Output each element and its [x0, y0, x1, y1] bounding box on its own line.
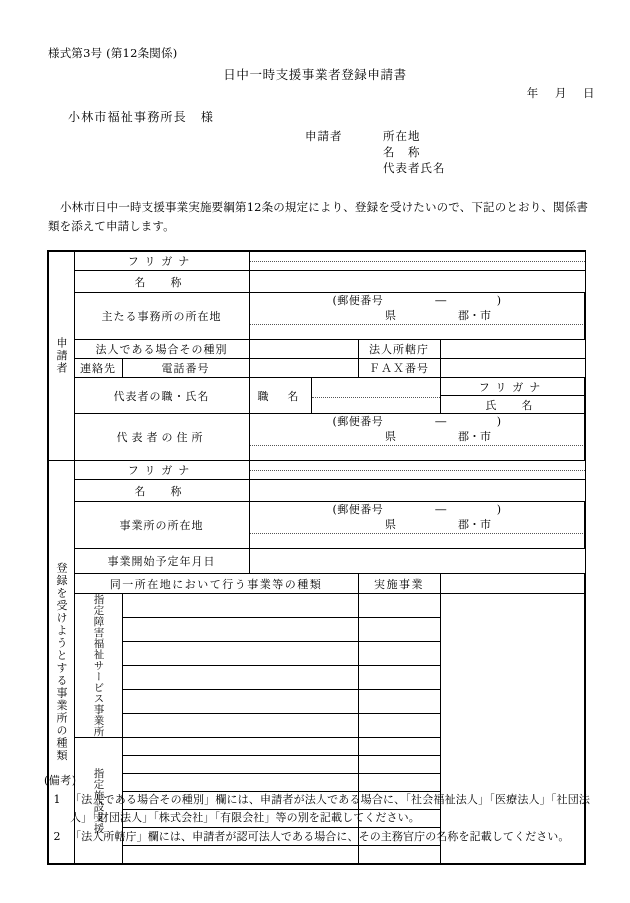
label-representative-post-text: 職 名 [257, 389, 303, 403]
label-office-address [74, 502, 249, 549]
table-row-start-date [48, 549, 585, 574]
label-office-address-text: 事業所の所在地 [119, 519, 204, 532]
label-phone-number [122, 359, 249, 378]
dotted-fill-line [250, 469, 585, 471]
grid-cell-implemented[interactable] [358, 690, 440, 714]
input-phone-number[interactable] [249, 359, 358, 378]
label-fax-number [358, 359, 440, 378]
grid-cell-business-type[interactable] [122, 738, 358, 756]
label-representative-furigana-text: フリガナ [478, 380, 547, 394]
grid-header-business-type [74, 574, 358, 594]
applicant-row-representative [305, 160, 446, 176]
input-representative-address[interactable] [249, 414, 585, 461]
table-row-corporation-type [48, 340, 585, 359]
table-row-applicant-furigana [48, 251, 585, 271]
input-office-furigana[interactable] [249, 461, 585, 480]
label-applicant-furigana [74, 251, 249, 271]
grid-header-business-type-text: 同一所在地において行う事業等の種類 [109, 577, 323, 591]
grid-cell-business-type[interactable] [122, 690, 358, 714]
input-corporation-authority[interactable] [440, 340, 585, 359]
postal-code-line [250, 293, 585, 308]
label-start-date-text: 事業開始予定年月日 [107, 555, 216, 568]
table-row-grid-header [48, 574, 585, 594]
table-row-grid-g1-r1 [48, 594, 585, 618]
label-representative-title-name [74, 378, 249, 414]
input-applicant-furigana[interactable] [249, 251, 585, 271]
grid-cell-implemented[interactable] [358, 594, 440, 618]
label-office-furigana [74, 461, 249, 480]
applicant-label-spacer2 [305, 160, 383, 176]
applicant-signature-block [305, 128, 446, 176]
input-representative-post[interactable] [311, 378, 440, 414]
document-title: 日中一時支援事業者登録申請書 [223, 67, 407, 82]
grid-cell-business-type[interactable] [122, 714, 358, 738]
prefecture-label: 県 [385, 518, 397, 531]
table-row-office-name [48, 480, 585, 502]
label-office-name-text: 名 称 [134, 484, 189, 498]
grid-header-spacer [440, 574, 585, 594]
grid-header-implemented-business-text: 実施事業 [374, 577, 425, 591]
label-corporation-authority [358, 340, 440, 359]
label-corporation-authority-text: 法人所轄庁 [369, 343, 430, 356]
city-label: 郡・市 [458, 518, 492, 531]
label-applicant-furigana-text: フリガナ [127, 255, 196, 268]
addressee [68, 108, 214, 125]
applicant-field-location: 所在地 [383, 129, 421, 143]
label-contact [74, 359, 122, 378]
input-start-date[interactable] [249, 549, 585, 574]
body-paragraph [48, 198, 588, 236]
table-row-office-address [48, 502, 585, 549]
grid-cell-implemented[interactable] [358, 714, 440, 738]
note-number-2: 2 [53, 830, 61, 843]
grid-cell-business-type[interactable] [122, 642, 358, 666]
table-row-main-office-address [48, 293, 585, 340]
note-item-2 [44, 828, 590, 846]
note-item-1 [44, 791, 590, 827]
input-office-name[interactable] [249, 480, 585, 502]
form-number: 様式第3号 (第12条関係) [48, 46, 178, 60]
date-year: 年 [526, 86, 539, 100]
applicant-row-location [305, 128, 446, 144]
postal-code-open: (郵便番号 [332, 415, 384, 428]
group-label-designated-welfare-service [74, 594, 122, 738]
label-representative-address-text: 代表者の住所 [116, 431, 207, 444]
label-representative-post [249, 378, 311, 414]
postal-code-dash: ― [435, 503, 447, 516]
address-blank-line[interactable] [250, 534, 585, 548]
note-number-1: 1 [53, 793, 61, 806]
label-representative-address [74, 414, 249, 461]
input-applicant-name[interactable] [249, 271, 585, 293]
applicant-label: 申請者 [305, 129, 343, 143]
date-line [527, 85, 595, 101]
label-main-office-address-text: 主たる事務所の所在地 [101, 310, 222, 323]
dotted-fill-line [312, 396, 440, 398]
note-text-2: 「法人所轄庁」欄には、申請者が認可法人である場合に、その主務官庁の名称を記載してください。 [70, 830, 570, 843]
notes-heading: (備考) [44, 774, 77, 787]
postal-code-close: ) [496, 503, 502, 516]
postal-code-dash: ― [435, 294, 447, 307]
grid-cell-implemented[interactable] [358, 738, 440, 756]
table-row-contact-phone [48, 359, 585, 378]
side-label-applicant [48, 251, 74, 461]
address-blank-line[interactable] [250, 325, 585, 339]
label-fax-number-text: ＦＡＸ番号 [369, 362, 430, 375]
group-label-designated-facility-support-text: 指定施設支援 [92, 767, 105, 834]
table-row-office-furigana [48, 461, 585, 480]
prefecture-city-line [250, 308, 585, 325]
label-corporation-type [74, 340, 249, 359]
side-label-applicant-text: 申請者 [55, 337, 69, 375]
note-text-1: 「法人である場合その種別」欄には、申請者が法人である場合に、「社会福祉法人」「医療法人」「社団法人」「財団法人」「株式会社」「有限会社」等の別を記載してください。 [70, 793, 590, 824]
grid-cell-business-type[interactable] [122, 846, 358, 865]
label-start-date [74, 549, 249, 574]
side-label-registration-text: 登録を受けようとする事業所の種類 [55, 562, 69, 762]
address-blank-line[interactable] [250, 446, 585, 460]
applicant-field-name: 名 称 [383, 145, 421, 159]
table-row-representative-address [48, 414, 585, 461]
input-corporation-type[interactable] [249, 340, 358, 359]
grid-cell-business-type[interactable] [122, 594, 358, 618]
applicant-field-representative: 代表者氏名 [383, 161, 446, 175]
addressee-name: 小林市福祉事務所長 [68, 110, 187, 124]
prefecture-city-line [250, 429, 585, 446]
group-label-designated-welfare-service-text: 指定障害福祉サービス事業所 [92, 594, 105, 737]
label-office-furigana-text: フリガナ [127, 464, 196, 477]
prefecture-city-line [250, 517, 585, 534]
applicant-row-name [305, 144, 446, 160]
grid-cell-implemented[interactable] [358, 642, 440, 666]
grid-cell-implemented[interactable] [358, 756, 440, 774]
label-representative-furigana [440, 378, 585, 396]
label-phone-number-text: 電話番号 [161, 362, 210, 375]
city-label: 郡・市 [458, 430, 492, 443]
postal-code-close: ) [496, 415, 502, 428]
table-row-applicant-name [48, 271, 585, 293]
grid-cell-business-type[interactable] [122, 618, 358, 642]
postal-code-dash: ― [435, 415, 447, 428]
postal-code-open: (郵便番号 [332, 294, 384, 307]
input-office-address[interactable] [249, 502, 585, 549]
dotted-fill-line [250, 260, 585, 262]
label-representative-title-name-text: 代表者の職・氏名 [113, 389, 210, 403]
grid-cell-business-type[interactable] [122, 756, 358, 774]
body-paragraph-text: 小林市日中一時支援事業実施要綱第12条の規定により、登録を受けたいので、下記のとおり、関係書類を添えて申請します。 [48, 200, 588, 233]
label-representative-name-text: 氏 名 [485, 398, 540, 412]
grid-cell-implemented[interactable] [358, 666, 440, 690]
grid-cell-implemented[interactable] [358, 618, 440, 642]
table-row-representative-post [48, 378, 585, 396]
label-main-office-address [74, 293, 249, 340]
postal-code-line [250, 502, 585, 517]
postal-code-close: ) [496, 294, 502, 307]
label-applicant-name [74, 271, 249, 293]
grid-header-implemented-business [358, 574, 440, 594]
prefecture-label: 県 [385, 430, 397, 443]
date-month: 月 [554, 86, 567, 100]
notes-section [44, 772, 590, 846]
grid-cell-implemented[interactable] [358, 846, 440, 865]
city-label: 郡・市 [458, 309, 492, 322]
date-day: 日 [583, 86, 595, 100]
grid-cell-business-type[interactable] [122, 666, 358, 690]
label-corporation-type-text: 法人である場合その種別 [95, 343, 228, 356]
input-fax-number[interactable] [440, 359, 585, 378]
prefecture-label: 県 [385, 309, 397, 322]
label-contact-text: 連絡先 [80, 362, 116, 375]
applicant-label-spacer [305, 144, 383, 160]
label-applicant-name-text: 名 称 [134, 275, 189, 289]
postal-code-open: (郵便番号 [332, 503, 384, 516]
label-office-name [74, 480, 249, 502]
label-representative-name [440, 396, 585, 414]
input-main-office-address[interactable] [249, 293, 585, 340]
postal-code-line [250, 414, 585, 429]
addressee-honorific: 様 [200, 110, 215, 124]
